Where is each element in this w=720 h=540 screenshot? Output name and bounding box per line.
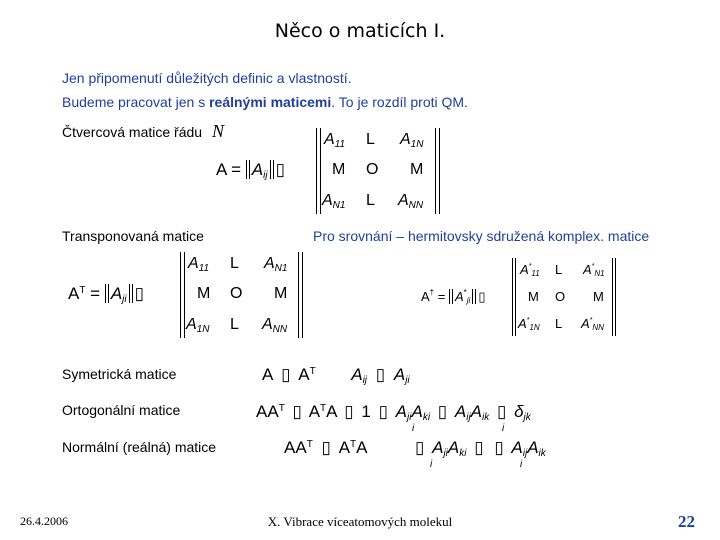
transpose-l1: L: [230, 255, 239, 272]
normal-glyph-4: ▯: [494, 438, 504, 457]
hermitian-a11: A*11: [520, 262, 540, 278]
transpose-a1n: $A_{1N}$: [186, 316, 210, 335]
orthogonal-aat-sup: T: [278, 403, 285, 414]
square-order-symbol: N: [211, 121, 224, 141]
hermitian-definition: [421, 288, 485, 305]
hermitian-glyph: ▯: [478, 289, 486, 304]
footer-course-title: X. Vibrace víceatomových molekul: [267, 514, 453, 529]
square-elem-sub: ij: [263, 170, 268, 181]
normal-glyph-2: ▯: [415, 438, 425, 457]
symmetric-equation: [262, 365, 410, 386]
orthogonal-one: 1: [361, 402, 371, 421]
orthogonal-index-1: i: [412, 423, 415, 434]
square-lhs: A =: [216, 160, 246, 179]
page-number: 22: [678, 512, 695, 531]
transpose-elem-sub: ji: [122, 294, 127, 305]
square-matrix-label: [62, 121, 224, 142]
footer-date: 26.4.2006: [20, 514, 68, 528]
transpose-label: Transponovaná matice: [62, 228, 204, 244]
hermitian-o: O: [555, 289, 566, 304]
symmetric-at-sup: T: [309, 366, 316, 377]
square-ann: $A_{NN}$: [398, 192, 424, 211]
hermitian-l1: L: [555, 262, 563, 277]
transpose-m2: M: [274, 285, 288, 302]
normal-index-1: i: [430, 459, 433, 470]
orthogonal-ata-a: A: [308, 402, 321, 421]
normal-aat-sup: T: [306, 439, 313, 450]
orthogonal-sum1b: A: [411, 402, 423, 421]
slide-title: Něco o maticích I.: [274, 20, 446, 42]
transpose-definition: [68, 284, 144, 305]
transpose-matrix-right-bar: [298, 252, 303, 338]
intro-line-1: Jen připomenutí důležitých definic a vlastností.: [62, 70, 352, 86]
transpose-lhs: A: [68, 284, 80, 303]
square-o: O: [366, 161, 379, 178]
transpose-matrix-left-bar: [180, 252, 185, 338]
normal-glyph-1: ▯: [321, 438, 331, 457]
transpose-glyph: ▯: [134, 284, 144, 303]
normal-aat: AA: [284, 438, 307, 457]
transpose-a11: $A_{11}$: [188, 255, 210, 274]
square-m1: M: [332, 161, 346, 178]
normal-sum2: A: [511, 438, 523, 457]
square-an1: $A_{N1}$: [322, 192, 346, 211]
square-l2: L: [366, 192, 375, 209]
hermitian-lhs: A: [421, 289, 430, 304]
symmetric-aji-sub: ji: [405, 375, 410, 386]
hermitian-eq: =: [434, 289, 449, 304]
normal-ata-a: A: [338, 438, 351, 457]
square-label-text: Čtvercová matice řádu: [62, 124, 203, 140]
normal-ata-b: A: [356, 438, 367, 457]
orthogonal-glyph-4: ▯: [437, 402, 448, 421]
orthogonal-glyph-2: ▯: [344, 402, 354, 421]
hermitian-elem: A: [454, 289, 464, 304]
orthogonal-glyph-3: ▯: [378, 402, 388, 421]
normal-sum1b: A: [447, 438, 460, 457]
symmetric-label: Symetrická matice: [62, 366, 177, 382]
square-matrix-right-bar: [435, 128, 440, 214]
orthogonal-glyph-5: ▯: [496, 402, 507, 421]
intro-line-2-post: . To je rozdíl proti QM.: [331, 94, 468, 110]
transpose-elem: A: [110, 284, 123, 303]
transpose-ann: $A_{NN}$: [262, 316, 288, 335]
transpose-o: O: [230, 285, 243, 302]
orthogonal-label: Ortogonální matice: [62, 402, 181, 418]
transpose-m1: M: [197, 285, 211, 302]
symmetric-glyph-2: ▯: [375, 365, 386, 384]
hermitian-matrix-right-bar: [612, 258, 616, 336]
hermitian-m2: M: [593, 289, 604, 304]
symmetric-aji: A: [393, 365, 406, 384]
orthogonal-sum2b: A: [470, 402, 483, 421]
orthogonal-equation: $AA^T$ ▯ $A^TA$ ▯ 1 ▯ $A_{ji}A_{ki}$ ▯ $A_{ij}A_{ik}$ ▯ $\delta_{jk}$: [256, 402, 531, 423]
intro-line-2-strong: reálnými maticemi: [209, 94, 332, 110]
hermitian-l2: L: [555, 316, 563, 331]
square-a1n: $A_{1N}$: [400, 131, 424, 150]
orthogonal-sum2: A: [454, 402, 467, 421]
square-a11: $A_{11}$: [324, 131, 346, 150]
symmetric-glyph-1: ▯: [281, 365, 291, 384]
square-matrix-left-bar: [316, 128, 321, 214]
square-glyph: ▯: [275, 160, 285, 179]
normal-equation: $AA^T$ ▯ $A^TA$ ▯ $A_{ji}A_{ki}$ ▯ ▯ $A_{ij}A_{ik}$: [284, 438, 546, 459]
square-l1: L: [366, 131, 375, 148]
orthogonal-delta: δ: [514, 402, 524, 421]
hermitian-lhs-sup: †: [429, 288, 435, 297]
normal-index-2: i: [520, 459, 523, 470]
normal-sum2b: A: [527, 438, 539, 457]
symmetric-aij: A: [351, 365, 363, 384]
orthogonal-sum1: A: [395, 402, 408, 421]
normal-label: Normální (reálná) matice: [62, 439, 217, 455]
orthogonal-aat: AA: [256, 402, 279, 421]
intro-line-2: [62, 94, 468, 110]
symmetric-a: A: [262, 365, 273, 384]
square-elem: A: [251, 160, 264, 179]
normal-sum1: A: [432, 438, 444, 457]
transpose-lhs-sup: T: [79, 285, 86, 296]
normal-glyph-3: ▯: [474, 438, 484, 457]
transpose-l2: L: [230, 316, 239, 333]
intro-line-2-pre: Budeme pracovat jen s: [62, 94, 210, 110]
transpose-an1: $A_{N1}$: [264, 255, 288, 274]
transpose-eq: =: [85, 284, 105, 303]
hermitian-elem-sup: *: [463, 288, 467, 297]
orthogonal-ata-b: A: [326, 402, 337, 421]
hermitian-matrix-left-bar: [512, 258, 516, 336]
square-definition: [216, 160, 285, 181]
orthogonal-ata-sup: T: [320, 403, 327, 414]
normal-ata-sup: T: [350, 439, 357, 450]
orthogonal-index-2: i: [502, 423, 505, 434]
hermitian-elem-sub: ji: [466, 296, 471, 305]
hermitian-ann: A*NN: [581, 316, 604, 332]
symmetric-at: A: [298, 365, 310, 384]
hermitian-m1: M: [528, 289, 539, 304]
hermitian-an1: A*N1: [583, 262, 605, 278]
hermitian-a1n: A*1N: [518, 316, 540, 332]
symmetric-aij-sub: ij: [362, 375, 368, 386]
square-m2: M: [410, 161, 424, 178]
hermitian-label: Pro srovnání – hermitovsky sdružená komplex. matice: [313, 228, 650, 244]
orthogonal-glyph-1: ▯: [292, 402, 302, 421]
